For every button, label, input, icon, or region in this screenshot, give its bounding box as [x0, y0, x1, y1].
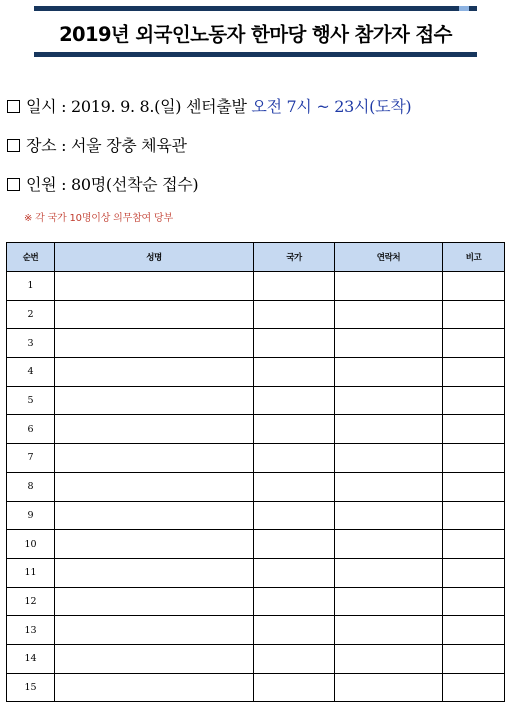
cell-country[interactable] — [254, 472, 335, 501]
cell-contact[interactable] — [335, 644, 443, 673]
cell-remarks[interactable] — [443, 272, 505, 301]
participant-table — [6, 242, 505, 702]
table-row — [7, 300, 505, 329]
header-contact: 연락처 — [335, 243, 443, 272]
info-date-label: 일시 : 2019. 9. 8.(일) 센터출발 — [26, 97, 252, 116]
cell-contact[interactable] — [335, 272, 443, 301]
cell-number: 10 — [7, 530, 55, 559]
cell-contact[interactable] — [335, 616, 443, 645]
cell-name[interactable] — [55, 587, 254, 616]
cell-remarks[interactable] — [443, 444, 505, 473]
cell-contact[interactable] — [335, 472, 443, 501]
cell-remarks[interactable] — [443, 386, 505, 415]
table-row — [7, 415, 505, 444]
cell-contact[interactable] — [335, 530, 443, 559]
cell-remarks[interactable] — [443, 329, 505, 358]
cell-contact[interactable] — [335, 358, 443, 387]
table-row — [7, 444, 505, 473]
cell-contact[interactable] — [335, 329, 443, 358]
cell-name[interactable] — [55, 673, 254, 702]
cell-country[interactable] — [254, 673, 335, 702]
cell-remarks[interactable] — [443, 415, 505, 444]
cell-name[interactable] — [55, 386, 254, 415]
table-row — [7, 644, 505, 673]
table-body — [7, 272, 505, 702]
cell-country[interactable] — [254, 587, 335, 616]
checkbox-icon — [7, 100, 20, 113]
cell-country[interactable] — [254, 300, 335, 329]
checkbox-icon — [7, 139, 20, 152]
cell-number: 13 — [7, 616, 55, 645]
cell-contact[interactable] — [335, 558, 443, 587]
cell-remarks[interactable] — [443, 530, 505, 559]
table-row — [7, 673, 505, 702]
cell-number: 2 — [7, 300, 55, 329]
info-date-highlight: 오전 7시 ~ 23시(도착) — [251, 97, 412, 116]
notice-text: ※ 각 국가 10명이상 의무참여 당부 — [24, 213, 173, 224]
cell-number: 11 — [7, 558, 55, 587]
cell-contact[interactable] — [335, 673, 443, 702]
table-row — [7, 558, 505, 587]
cell-number: 15 — [7, 673, 55, 702]
cell-remarks[interactable] — [443, 300, 505, 329]
info-place-line — [7, 133, 187, 156]
table-header-row — [7, 243, 505, 272]
info-capacity: 인원 : 80명(선착순 접수) — [26, 175, 199, 194]
table-row — [7, 616, 505, 645]
cell-number: 8 — [7, 472, 55, 501]
cell-number: 5 — [7, 386, 55, 415]
cell-remarks[interactable] — [443, 616, 505, 645]
cell-contact[interactable] — [335, 415, 443, 444]
table-row — [7, 329, 505, 358]
cell-name[interactable] — [55, 444, 254, 473]
title-bar-accent — [459, 6, 469, 11]
table-row — [7, 587, 505, 616]
cell-remarks[interactable] — [443, 501, 505, 530]
cell-remarks[interactable] — [443, 358, 505, 387]
cell-remarks[interactable] — [443, 472, 505, 501]
header-remarks: 비고 — [443, 243, 505, 272]
cell-country[interactable] — [254, 444, 335, 473]
cell-country[interactable] — [254, 530, 335, 559]
cell-number: 1 — [7, 272, 55, 301]
cell-country[interactable] — [254, 558, 335, 587]
header-country: 국가 — [254, 243, 335, 272]
cell-country[interactable] — [254, 616, 335, 645]
table-row — [7, 530, 505, 559]
cell-name[interactable] — [55, 501, 254, 530]
cell-number: 6 — [7, 415, 55, 444]
cell-name[interactable] — [55, 472, 254, 501]
info-capacity-line — [7, 172, 198, 195]
table-row — [7, 358, 505, 387]
header-name: 성명 — [55, 243, 254, 272]
cell-name[interactable] — [55, 616, 254, 645]
cell-name[interactable] — [55, 415, 254, 444]
cell-name[interactable] — [55, 329, 254, 358]
cell-country[interactable] — [254, 644, 335, 673]
cell-number: 3 — [7, 329, 55, 358]
cell-name[interactable] — [55, 644, 254, 673]
cell-contact[interactable] — [335, 587, 443, 616]
cell-number: 4 — [7, 358, 55, 387]
table-row — [7, 386, 505, 415]
cell-contact[interactable] — [335, 300, 443, 329]
cell-country[interactable] — [254, 272, 335, 301]
table-row — [7, 501, 505, 530]
cell-number: 9 — [7, 501, 55, 530]
cell-name[interactable] — [55, 272, 254, 301]
cell-contact[interactable] — [335, 444, 443, 473]
table-row — [7, 472, 505, 501]
cell-remarks[interactable] — [443, 673, 505, 702]
cell-contact[interactable] — [335, 386, 443, 415]
page-title: 2019년 외국인노동자 한마당 행사 참가자 접수 — [59, 23, 452, 46]
cell-name[interactable] — [55, 530, 254, 559]
cell-name[interactable] — [55, 558, 254, 587]
header-number: 순번 — [7, 243, 55, 272]
cell-contact[interactable] — [335, 501, 443, 530]
cell-name[interactable] — [55, 300, 254, 329]
title-bar-bottom — [34, 52, 477, 57]
info-place: 장소 : 서울 장충 체육관 — [26, 136, 187, 155]
cell-number: 12 — [7, 587, 55, 616]
cell-country[interactable] — [254, 358, 335, 387]
title-block — [34, 6, 477, 57]
info-date-line — [7, 94, 411, 117]
cell-remarks[interactable] — [443, 587, 505, 616]
cell-country[interactable] — [254, 415, 335, 444]
cell-country[interactable] — [254, 329, 335, 358]
cell-remarks[interactable] — [443, 644, 505, 673]
title-bar-top — [34, 6, 477, 11]
cell-remarks[interactable] — [443, 558, 505, 587]
cell-name[interactable] — [55, 358, 254, 387]
cell-number: 7 — [7, 444, 55, 473]
table-row — [7, 272, 505, 301]
checkbox-icon — [7, 178, 20, 191]
cell-number: 14 — [7, 644, 55, 673]
cell-country[interactable] — [254, 501, 335, 530]
cell-country[interactable] — [254, 386, 335, 415]
